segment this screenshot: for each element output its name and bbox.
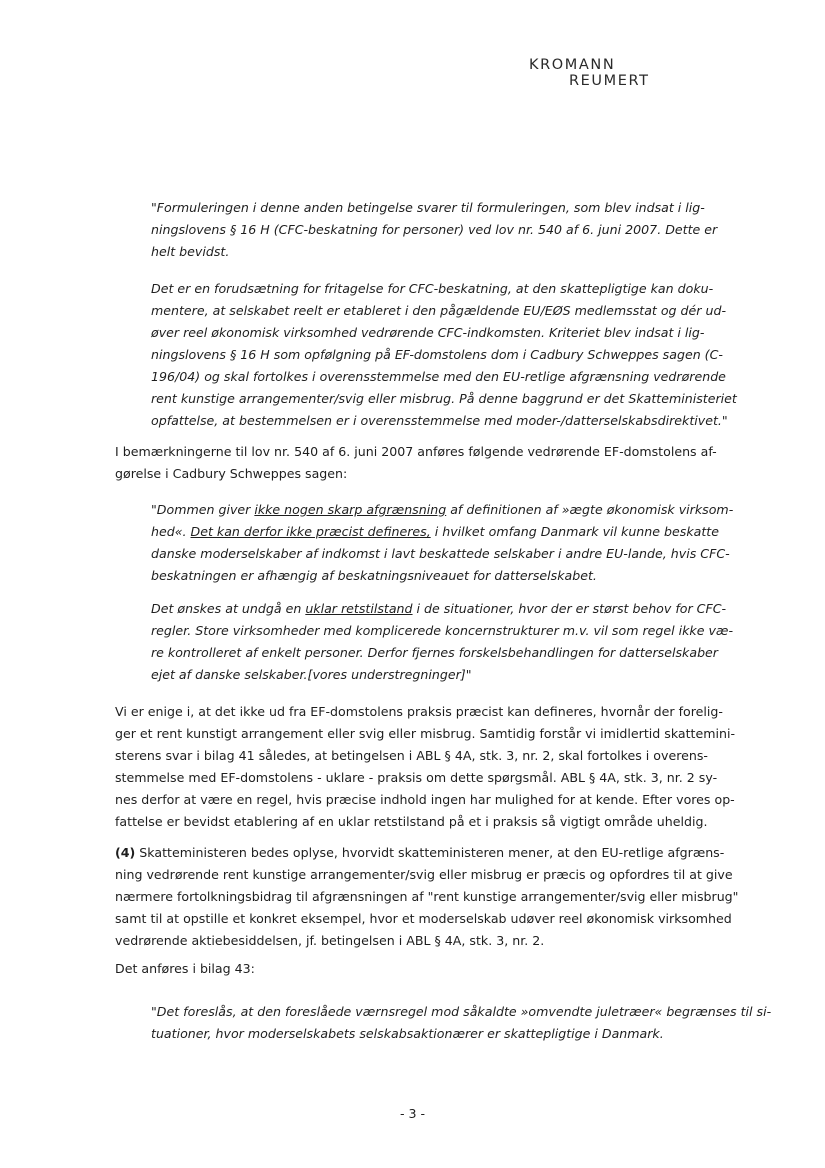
quote-line: "Det foreslås, at den foreslåede værnsregel mod såkaldte »omvendte juletræer« begrænses til si-	[151, 1004, 772, 1019]
company-logo	[529, 57, 689, 89]
quote-line: rent kunstige arrangementer/svig eller misbrug. På denne baggrund er det Skatteministeriet	[151, 391, 737, 406]
paragraph-line: Vi er enige i, at det ikke ud fra EF-domstolens praksis præcist kan defineres, hvornår der forelig-	[115, 704, 723, 719]
text-run: Det ønskes at undgå en	[151, 601, 306, 616]
paragraph-bilag-43	[115, 958, 745, 980]
quote-bilag-43	[151, 1001, 772, 1045]
quote-line: opfattelse, at bestemmelsen er i overensstemmelse med moder-/datterselskabsdirektivet."	[151, 413, 728, 428]
paragraph-line: fattelse er bevidst etablering af en uklar retstilstand på et i praksis så vigtigt område uheldig.	[115, 814, 708, 829]
text-run: "Dommen giver	[151, 502, 255, 517]
quote-line: Det er en forudsætning for fritagelse for CFC-beskatning, at den skattepligtige kan doku-	[151, 281, 714, 296]
quote-line: tuationer, hvor moderselskabets selskabsaktionærer er skattepligtige i Danmark.	[151, 1026, 664, 1041]
quote-line: ningslovens § 16 H som opfølgning på EF-domstolens dom i Cadbury Schweppes sagen (C-	[151, 347, 723, 362]
underlined-text: ikke nogen skarp afgrænsning	[254, 502, 447, 517]
quote-line: ningslovens § 16 H (CFC-beskatning for personer) ved lov nr. 540 af 6. juni 2007. Dette er	[151, 222, 718, 237]
underlined-text: uklar retstilstand	[305, 601, 413, 616]
quote-line: øver reel økonomisk virksomhed vedrørende CFC-indkomsten. Kriteriet blev indsat i lig-	[151, 325, 705, 340]
paragraph-line: ning vedrørende rent kunstige arrangementer/svig eller misbrug er præcis og opfordres til at give	[115, 867, 733, 882]
paragraph-line: gørelse i Cadbury Schweppes sagen:	[115, 466, 348, 481]
paragraph-line: samt til at opstille et konkret eksempel, hvor et moderselskab udøver reel økonomisk virksomhed	[115, 911, 732, 926]
quote-formulation	[151, 197, 746, 263]
quote-cfc-condition	[151, 278, 746, 432]
paragraph-remarks	[115, 441, 745, 485]
quote-line: mentere, at selskabet reelt er etableret i den pågældende EU/EØS medlemsstat og dér ud-	[151, 303, 727, 318]
quote-line	[151, 598, 746, 620]
text-run: Skatteministeren bedes oplyse, hvorvidt skatteministeren mener, at den EU-retlige afgræns-	[135, 845, 725, 860]
quote-line: "Formuleringen i denne anden betingelse svarer til formuleringen, som blev indsat i lig-	[151, 200, 705, 215]
page-number: - 3 -	[399, 1106, 426, 1121]
text-run: i de situationer, hvor der er størst behov for CFC-	[412, 601, 727, 616]
logo-line-reumert: REUMERT	[569, 73, 650, 89]
quote-line	[151, 499, 746, 521]
text-run: af definitionen af »ægte økonomisk virksom-	[446, 502, 734, 517]
quote-line: re kontrolleret af enkelt personer. Derfor fjernes forskelsbehandlingen for datterselskaber	[151, 645, 718, 660]
quote-line: danske moderselskaber af indkomst i lavt beskattede selskaber i andre EU-lande, hvis CFC-	[151, 546, 730, 561]
quote-line: regler. Store virksomheder med komplicerede koncernstrukturer m.v. vil som regel ikke væ-	[151, 623, 734, 638]
paragraph-line: Det anføres i bilag 43:	[115, 961, 255, 976]
paragraph-question-4	[115, 842, 745, 952]
paragraph-line: nes derfor at være en regel, hvis præcise indhold ingen har mulighed for at kende. Efter vores op-	[115, 792, 735, 807]
paragraph-line: stemmelse med EF-domstolens - uklare - praksis om dette spørgsmål. ABL § 4A, stk. 3, nr. 2 sy-	[115, 770, 718, 785]
text-run: hed«.	[151, 524, 191, 539]
paragraph-line: vedrørende aktiebesiddelsen, jf. betingelsen i ABL § 4A, stk. 3, nr. 2.	[115, 933, 545, 948]
logo-line-kromann: KROMANN	[529, 57, 616, 73]
quote-line	[151, 521, 746, 543]
paragraph-line: ger et rent kunstigt arrangement eller svig eller misbrug. Samtidig forstår vi imidlertid skattemini-	[115, 726, 736, 741]
underlined-text: Det kan derfor ikke præcist defineres,	[190, 524, 431, 539]
quote-line: ejet af danske selskaber.[vores understregninger]"	[151, 667, 472, 682]
quote-line: beskatningen er afhængig af beskatningsniveauet for datterselskabet.	[151, 568, 597, 583]
quote-line: helt bevidst.	[151, 244, 230, 259]
paragraph-line: sterens svar i bilag 41 således, at betingelsen i ABL § 4A, stk. 3, nr. 2, skal fortolkes i overens-	[115, 748, 708, 763]
paragraph-line: I bemærkningerne til lov nr. 540 af 6. juni 2007 anføres følgende vedrørende EF-domstolens af-	[115, 444, 717, 459]
paragraph-line	[115, 842, 745, 864]
paragraph-agreement	[115, 701, 745, 833]
text-run: i hvilket omfang Danmark vil kunne beskatte	[430, 524, 719, 539]
quote-unclear-law	[151, 598, 746, 686]
quote-line: 196/04) og skal fortolkes i overensstemmelse med den EU-retlige afgrænsning vedrørende	[151, 369, 726, 384]
quote-judgment	[151, 499, 746, 587]
question-number: (4)	[115, 845, 136, 860]
paragraph-line: nærmere fortolkningsbidrag til afgrænsningen af "rent kunstige arrangementer/svig eller misbrug"	[115, 889, 739, 904]
